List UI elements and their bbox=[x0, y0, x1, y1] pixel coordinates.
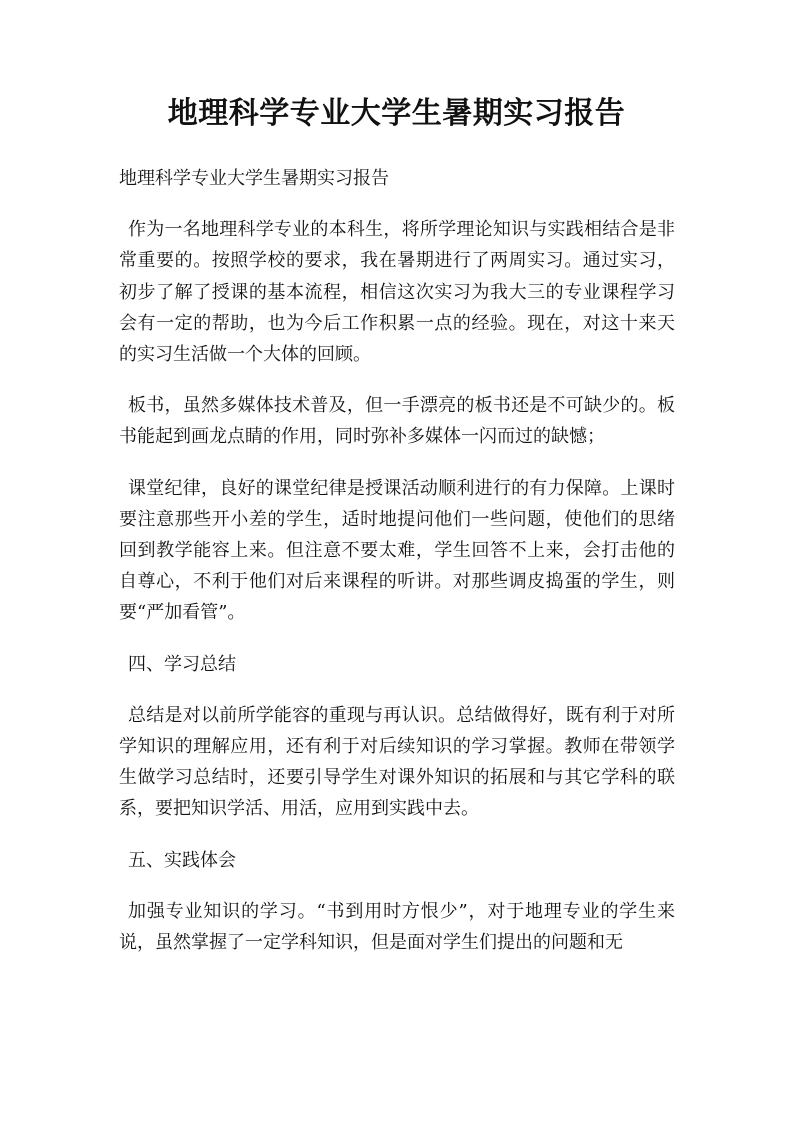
paragraph-summary: 总结是对以前所学能容的重现与再认识。总结做得好，既有利于对所学知识的理解应用，还有利于对后续知识的学习掌握。教师在带领学生做学习总结时，还要引导学生对课外知识的拓展和与其它学科的联系，要把知识学活、用活，应用到实践中去。 bbox=[119, 704, 675, 820]
section-heading-learning-summary: 四、学习总结 bbox=[128, 653, 236, 675]
document-title: 地理科学专业大学生暑期实习报告 bbox=[167, 96, 626, 131]
paragraph-professional-study: 加强专业知识的学习。“书到用时方恨少”，对于地理专业的学生来说，虽然掌握了一定学科知识，但是面对学生们提出的问题和无 bbox=[119, 900, 675, 954]
document-body bbox=[119, 163, 675, 978]
document-subtitle: 地理科学专业大学生暑期实习报告 bbox=[119, 168, 389, 189]
section-heading-practice-experience: 五、实践体会 bbox=[128, 849, 236, 871]
paragraph-blackboard: 板书，虽然多媒体技术普及，但一手漂亮的板书还是不可缺少的。板书能起到画龙点睛的作用，同时弥补多媒体一闪而过的缺憾； bbox=[119, 395, 675, 448]
paragraph-intro: 作为一名地理科学专业的本科生，将所学理论知识与实践相结合是非常重要的。按照学校的要求，我在暑期进行了两周实习。通过实习，初步了解了授课的基本流程，相信这次实习为我大三的专业课程学习会有一定的帮助，也为今后工作积累一点的经验。现在，对这十来天的实习生活做一个大体的回顾。 bbox=[119, 219, 675, 366]
paragraph-classroom-discipline: 课堂纪律，良好的课堂纪律是授课活动顺利进行的有力保障。上课时要注意那些开小差的学生，适时地提问他们一些问题，使他们的思绪回到教学能容上来。但注意不要太难，学生回答不上来，会打击他的自尊心，不利于他们对后来课程的听讲。对那些调皮捣蛋的学生，则要“严加看管”。 bbox=[119, 477, 675, 624]
